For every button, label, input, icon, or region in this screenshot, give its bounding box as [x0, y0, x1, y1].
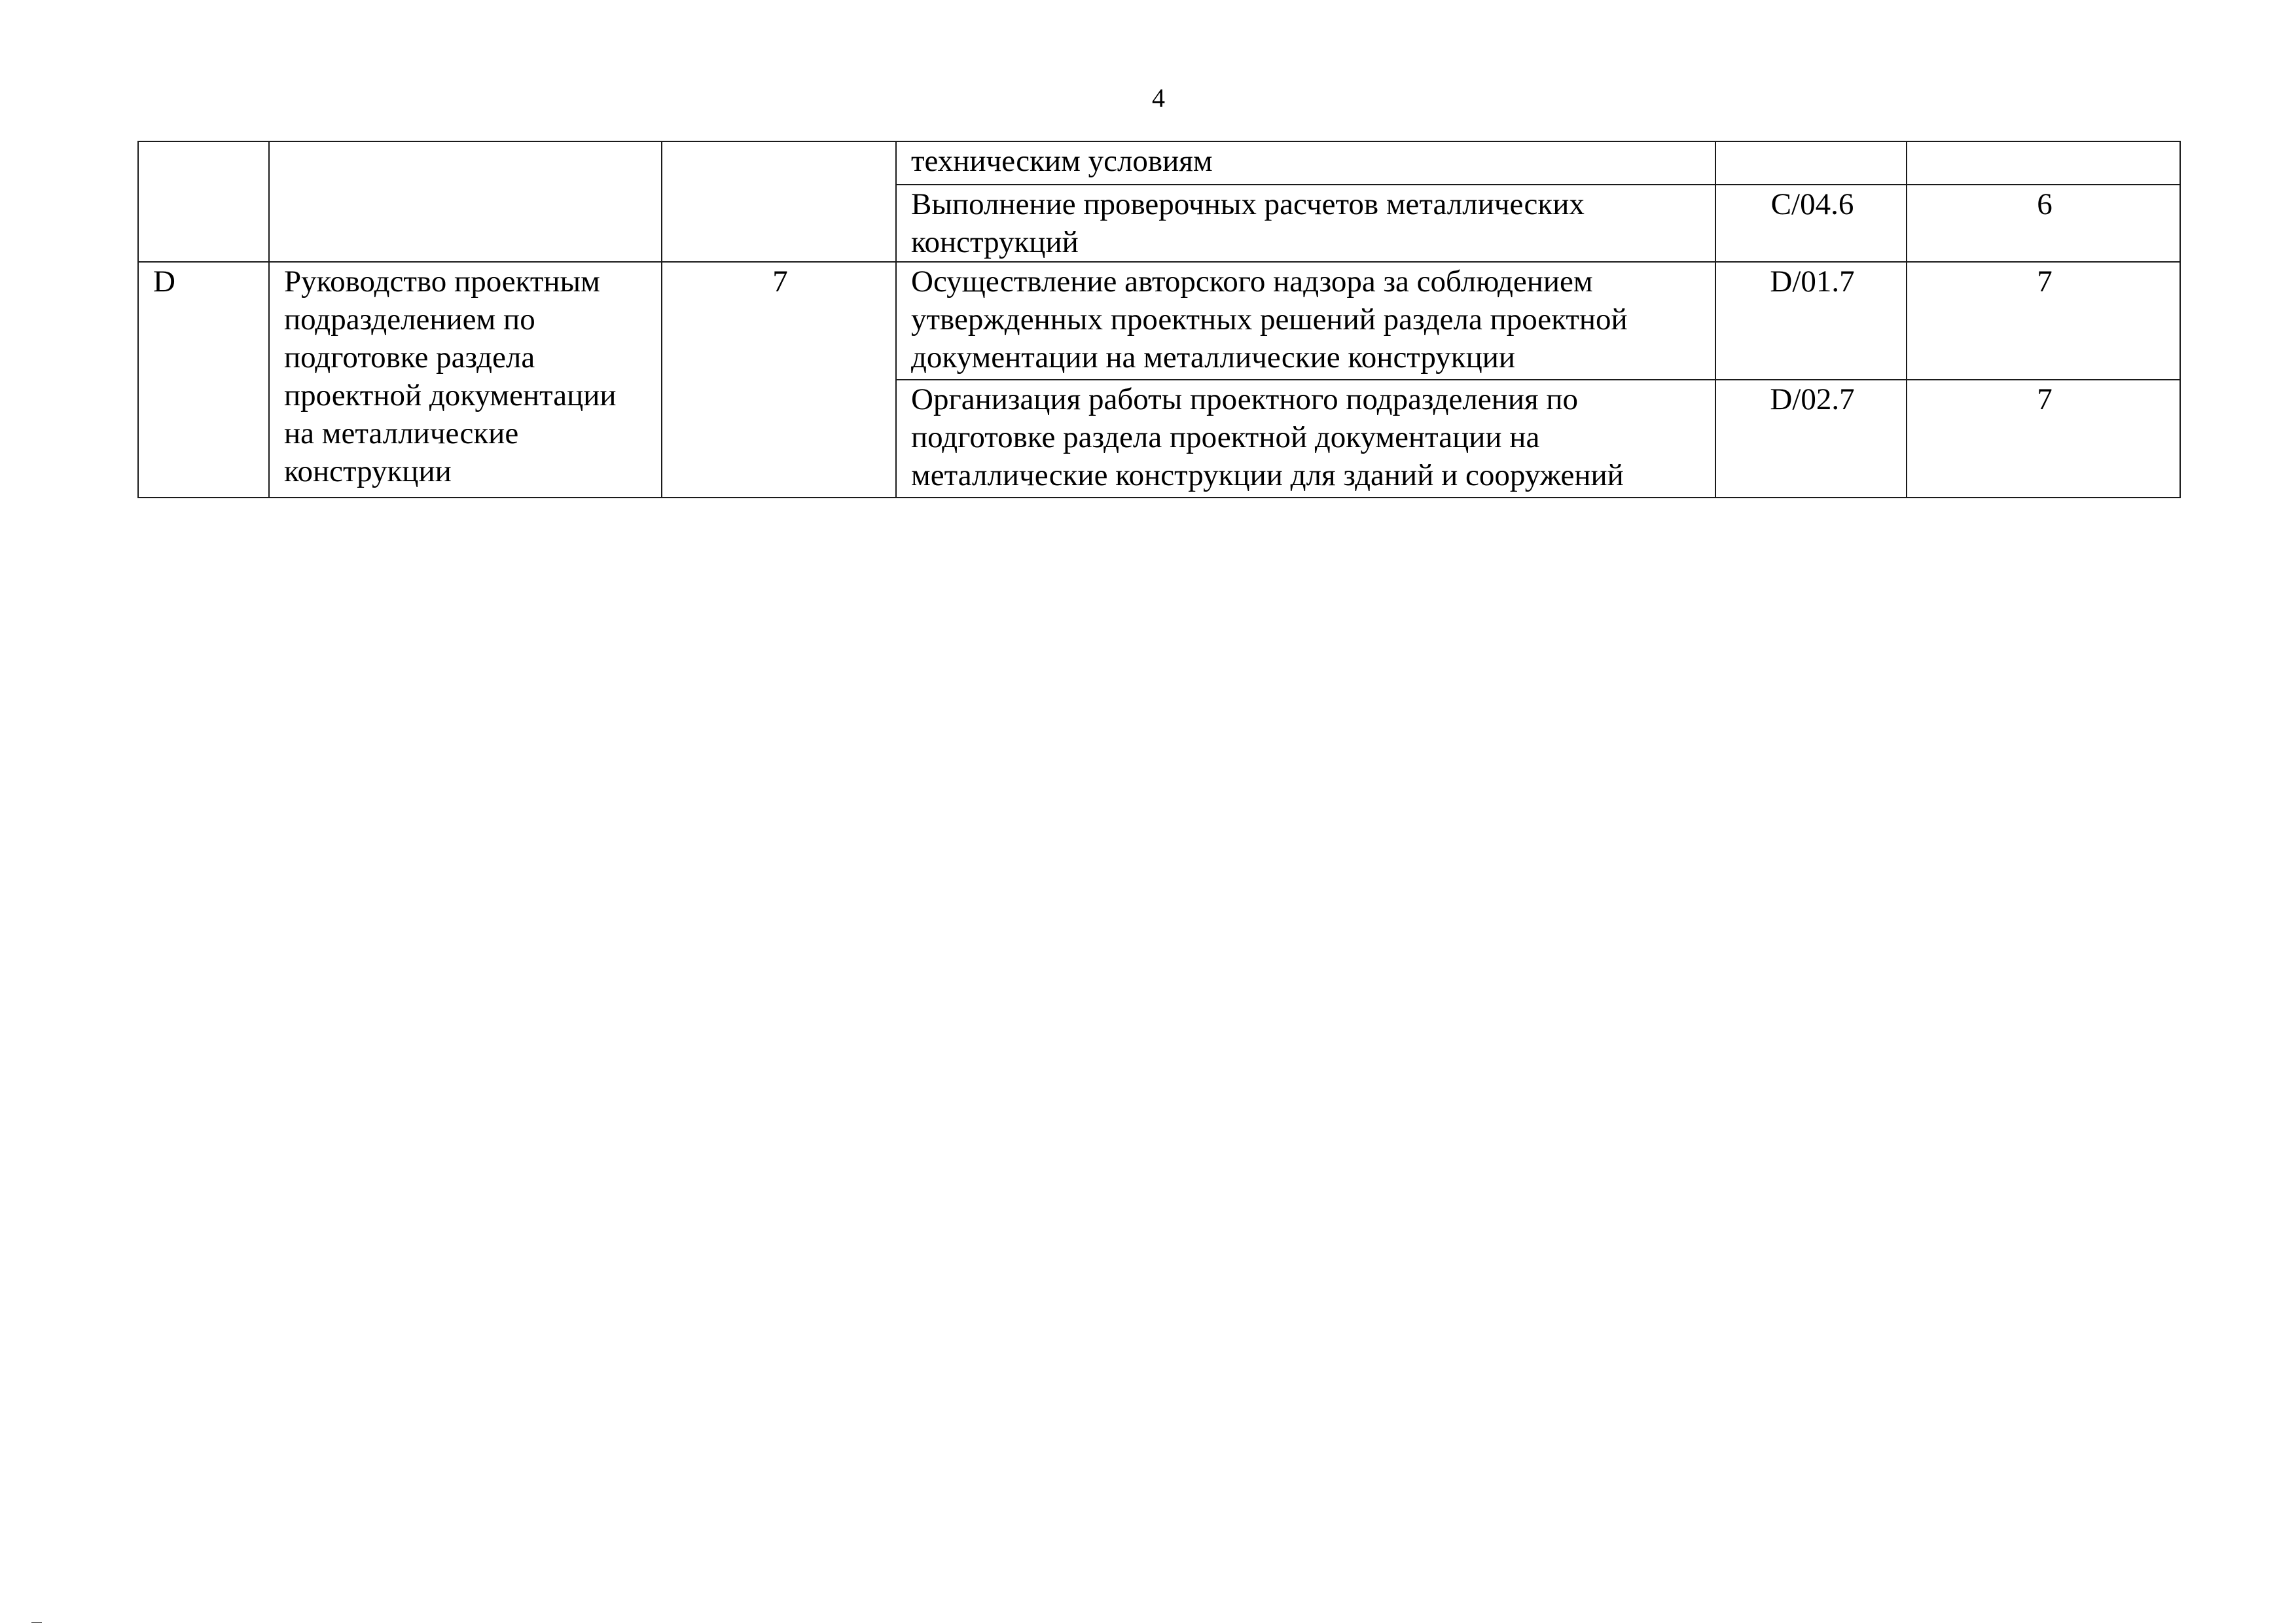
labor-function-level-cell: 7	[1907, 380, 2180, 498]
generalized-function-code-cell: D	[138, 262, 269, 498]
labor-function-code-cell: C/04.6	[1715, 185, 1907, 262]
labor-function-level-cell: 7	[1907, 262, 2180, 380]
generalized-function-level-cell: 7	[662, 262, 896, 498]
labor-function-level-cell: 6	[1907, 185, 2180, 262]
labor-function-code-cell: D/02.7	[1715, 380, 1907, 498]
labor-function-level-cell	[1907, 141, 2180, 185]
labor-functions-table	[137, 141, 2181, 498]
page-number: 4	[1152, 83, 1165, 113]
labor-function-name-cell: Осуществление авторского надзора за соблюдением утвержденных проектных решений раздела проектной документации на металлические конструкции	[896, 262, 1715, 380]
table-row	[138, 262, 2180, 380]
generalized-function-name-cell	[269, 141, 662, 262]
generalized-function-code-cell	[138, 141, 269, 262]
generalized-function-level-cell	[662, 141, 896, 262]
labor-function-name-cell: Организация работы проектного подразделения по подготовке раздела проектной документации на металлические конструкции для зданий и сооружений	[896, 380, 1715, 498]
table-row	[138, 141, 2180, 185]
labor-function-code-cell	[1715, 141, 1907, 185]
labor-function-code-cell: D/01.7	[1715, 262, 1907, 380]
generalized-function-name-cell: Руководство проектным подразделением по подготовке раздела проектной документации на металлические конструкции	[269, 262, 662, 498]
labor-function-name-cell: техническим условиям	[896, 141, 1715, 185]
labor-function-name-cell: Выполнение проверочных расчетов металлических конструкций	[896, 185, 1715, 262]
